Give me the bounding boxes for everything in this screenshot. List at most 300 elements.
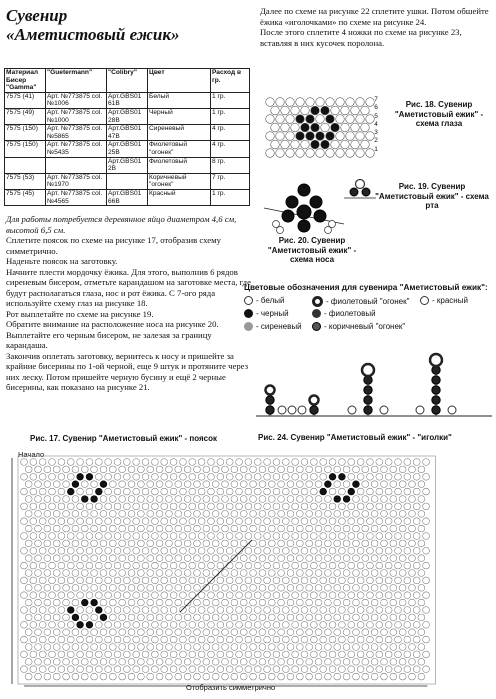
lilac-bead [39,503,46,510]
lilac-bead [184,614,191,621]
lilac-bead [409,629,416,636]
lilac-bead [404,621,411,628]
lilac-bead [423,577,430,584]
black-bead [72,481,79,488]
lilac-bead [381,570,388,577]
lilac-bead [301,607,308,614]
lilac-bead [287,614,294,621]
lilac-bead [320,547,327,554]
lilac-bead [194,673,201,680]
lilac-bead [44,673,51,680]
lilac-bead [58,488,65,495]
lilac-bead [399,525,406,532]
lilac-bead [264,607,271,614]
lilac-bead [353,584,360,591]
eye-row-number: 7 [374,96,378,103]
lilac-bead [189,666,196,673]
lilac-bead [25,496,32,503]
lilac-bead [385,533,392,540]
lilac-bead [184,570,191,577]
lilac-bead [184,673,191,680]
lilac-bead [287,496,294,503]
black-bead [91,599,98,606]
lilac-bead [371,510,378,517]
lilac-bead [184,481,191,488]
title-line-2: «Аметистовый ежик» [6,25,180,44]
lilac-bead [367,547,374,554]
lilac-bead [203,481,210,488]
lilac-bead [292,518,299,525]
lilac-bead [231,673,238,680]
lilac-bead [81,481,88,488]
lilac-bead [409,481,416,488]
lilac-bead [161,503,168,510]
lilac-bead [100,540,107,547]
lilac-bead [35,584,42,591]
lilac-bead [58,547,65,554]
lilac-bead [77,577,84,584]
lilac-bead [240,496,247,503]
lilac-bead [212,658,219,665]
lilac-bead [142,547,149,554]
lilac-bead [67,562,74,569]
lilac-bead [175,658,182,665]
lilac-bead [25,570,32,577]
lilac-bead [91,673,98,680]
lilac-bead [114,547,121,554]
lilac-bead [100,496,107,503]
lilac-bead [114,503,121,510]
lilac-bead [222,570,229,577]
lilac-bead [353,570,360,577]
paragraph: После этого сплетите 4 ножки по схеме на рисунке 23, вставляя в них кусочек поролона. [260,27,462,48]
lilac-bead [39,562,46,569]
lilac-bead [217,621,224,628]
lilac-bead [367,488,374,495]
lilac-bead [44,555,51,562]
lilac-bead [109,540,116,547]
lilac-bead [329,636,336,643]
lilac-bead [194,570,201,577]
lilac-bead [282,459,289,466]
lilac-bead [166,599,173,606]
lilac-bead [166,614,173,621]
lilac-bead [399,466,406,473]
lilac-bead [334,644,341,651]
lilac-bead [203,466,210,473]
lilac-bead [86,636,93,643]
lilac-bead [184,555,191,562]
lilac-bead [240,629,247,636]
lilac-bead [170,607,177,614]
lilac-bead [109,673,116,680]
lilac-bead [324,540,331,547]
lilac-bead [390,540,397,547]
lilac-bead [399,570,406,577]
lilac-bead [310,577,317,584]
table-cell: Сиреневый [148,125,211,141]
lilac-bead [343,629,350,636]
lilac-bead [63,673,70,680]
lilac-bead [306,496,313,503]
lilac-bead [123,607,130,614]
lilac-bead [399,481,406,488]
lilac-bead [128,644,135,651]
lilac-bead [273,503,280,510]
lilac-bead [268,540,275,547]
lilac-bead [67,621,74,628]
lilac-bead [301,651,308,658]
lilac-bead [39,473,46,480]
lilac-bead [362,525,369,532]
lilac-bead [21,577,28,584]
lilac-bead [128,466,135,473]
lilac-bead [170,562,177,569]
lilac-bead [217,562,224,569]
lilac-bead [268,673,275,680]
lilac-bead [357,621,364,628]
lilac-bead [418,466,425,473]
lilac-bead [240,570,247,577]
lilac-bead [236,488,243,495]
lilac-bead [268,496,275,503]
lilac-bead [418,658,425,665]
lilac-bead [343,658,350,665]
lilac-bead [81,673,88,680]
lilac-bead [156,496,163,503]
lilac-bead [189,607,196,614]
lilac-bead [236,459,243,466]
lilac-bead [35,555,42,562]
lilac-bead [334,466,341,473]
black-bead [100,481,107,488]
lilac-bead [208,592,215,599]
lilac-bead [222,540,229,547]
lilac-bead [81,658,88,665]
table-cell: Арт.GBS01 28B [107,108,148,124]
lilac-bead [222,496,229,503]
lilac-bead [254,666,261,673]
lilac-bead [343,644,350,651]
lilac-bead [175,644,182,651]
lilac-bead [119,466,126,473]
lilac-bead [320,562,327,569]
lilac-bead [264,503,271,510]
legend-item: - красный [420,296,468,305]
lilac-bead [222,658,229,665]
lilac-bead [58,577,65,584]
lilac-bead [100,673,107,680]
lilac-bead [30,459,37,466]
lilac-bead [343,510,350,517]
lilac-bead [189,503,196,510]
lilac-bead [25,525,32,532]
lilac-bead [376,666,383,673]
lilac-bead [273,533,280,540]
lilac-bead [320,607,327,614]
lilac-bead [49,651,56,658]
lilac-bead [245,651,252,658]
table-cell: Коричневый "огонек" [148,173,211,189]
lilac-bead [81,525,88,532]
lilac-bead [418,481,425,488]
lilac-bead [231,629,238,636]
lilac-bead [30,488,37,495]
lilac-bead [334,614,341,621]
lilac-bead [371,555,378,562]
lilac-bead [268,570,275,577]
lilac-bead [133,547,140,554]
lilac-bead [334,570,341,577]
lilac-bead [296,555,303,562]
lilac-bead [423,607,430,614]
lilac-bead [156,658,163,665]
lilac-bead [226,607,233,614]
lilac-bead [324,673,331,680]
lilac-bead [39,488,46,495]
lilac-bead [381,644,388,651]
lilac-bead [109,614,116,621]
lilac-bead [413,577,420,584]
lilac-bead [254,592,261,599]
lilac-bead [399,584,406,591]
lilac-bead [175,673,182,680]
lilac-bead [292,473,299,480]
lilac-bead [367,651,374,658]
lilac-bead [385,562,392,569]
lilac-bead [362,496,369,503]
lilac-bead [142,503,149,510]
lilac-bead [72,510,79,517]
lilac-bead [217,547,224,554]
lilac-bead [292,533,299,540]
lilac-bead [217,592,224,599]
lilac-bead [385,459,392,466]
lilac-bead [152,651,159,658]
lilac-bead [194,629,201,636]
lilac-bead [175,540,182,547]
lilac-bead [418,614,425,621]
lilac-bead [385,592,392,599]
table-cell: 7575 (45) [5,189,46,205]
lilac-bead [156,673,163,680]
lilac-bead [381,466,388,473]
lilac-bead [39,577,46,584]
lilac-bead [49,562,56,569]
table-cell: 7575 (150) [5,125,46,141]
lilac-bead [156,629,163,636]
lilac-bead [324,658,331,665]
lilac-bead [362,540,369,547]
lilac-bead [334,599,341,606]
lilac-bead [306,599,313,606]
black-bead [95,607,102,614]
lilac-bead [240,466,247,473]
eye-row-number: 2 [374,137,378,145]
lilac-bead [212,496,219,503]
legend-item: - белый [244,296,284,305]
lilac-bead [137,570,144,577]
legend-item: - сиреневый [244,322,302,331]
lilac-bead [137,555,144,562]
lilac-bead [367,592,374,599]
lilac-bead [77,562,84,569]
lilac-bead [180,651,187,658]
lilac-bead [259,644,266,651]
lilac-bead [25,584,32,591]
lilac-bead [147,466,154,473]
lilac-bead [362,644,369,651]
caption-fig17: Рис. 17. Сувенир "Аметистовый ежик" - поясок [30,434,218,443]
lilac-bead [259,496,266,503]
lilac-bead [189,533,196,540]
lilac-bead [100,466,107,473]
lilac-bead [254,503,261,510]
lilac-bead [334,525,341,532]
lilac-bead [357,592,364,599]
lilac-bead [152,488,159,495]
lilac-bead [39,459,46,466]
lilac-bead [240,658,247,665]
lilac-bead [203,496,210,503]
lilac-bead [170,651,177,658]
lilac-bead [133,533,140,540]
lilac-bead [301,533,308,540]
lilac-bead [119,673,126,680]
lilac-bead [105,651,112,658]
lilac-bead [348,577,355,584]
lilac-bead [353,540,360,547]
lilac-bead [296,466,303,473]
lilac-bead [212,510,219,517]
lilac-bead [334,510,341,517]
lilac-bead [180,562,187,569]
lilac-bead [334,540,341,547]
lilac-bead [226,488,233,495]
lilac-bead [371,658,378,665]
lilac-bead [413,592,420,599]
lilac-bead [348,651,355,658]
lilac-bead [226,503,233,510]
lilac-bead [49,473,56,480]
lilac-bead [194,496,201,503]
lilac-bead [39,666,46,673]
header-amount: Расход в гр. [211,69,250,93]
lilac-bead [413,473,420,480]
lilac-bead [203,540,210,547]
lilac-bead [343,673,350,680]
lilac-bead [198,636,205,643]
lilac-bead [95,592,102,599]
lilac-bead [259,570,266,577]
lilac-bead [91,540,98,547]
lilac-bead [292,459,299,466]
lilac-bead [184,510,191,517]
lilac-bead [203,644,210,651]
table-cell: Арт.GBS01 61B [107,92,148,108]
lilac-bead [137,673,144,680]
lilac-bead [409,555,416,562]
lilac-bead [348,621,355,628]
lilac-bead [353,555,360,562]
lilac-bead [301,621,308,628]
lilac-bead [250,570,257,577]
lilac-bead [296,599,303,606]
lilac-bead [21,636,28,643]
lilac-bead [123,621,130,628]
lilac-bead [236,666,243,673]
lilac-bead [166,466,173,473]
table-cell: 7 гр. [211,173,250,189]
lilac-bead [404,547,411,554]
lilac-bead [189,621,196,628]
lilac-bead [381,629,388,636]
lilac-bead [170,503,177,510]
lilac-bead [35,629,42,636]
lilac-bead [170,621,177,628]
lilac-bead [161,473,168,480]
lilac-bead [254,459,261,466]
lilac-bead [53,614,60,621]
lilac-bead [152,577,159,584]
lilac-bead [245,533,252,540]
lilac-bead [166,570,173,577]
lilac-bead [310,562,317,569]
lilac-bead [395,577,402,584]
lilac-bead [203,599,210,606]
lilac-bead [334,555,341,562]
lilac-bead [301,592,308,599]
lilac-bead [240,599,247,606]
lilac-bead [376,547,383,554]
lilac-bead [385,636,392,643]
lilac-bead [152,621,159,628]
lilac-bead [119,644,126,651]
lilac-bead [310,503,317,510]
lilac-bead [264,562,271,569]
lilac-bead [329,607,336,614]
lilac-bead [268,555,275,562]
lilac-bead [198,562,205,569]
lilac-bead [353,525,360,532]
lilac-bead [208,459,215,466]
lilac-bead [147,584,154,591]
lilac-bead [348,503,355,510]
lilac-bead [324,584,331,591]
lilac-bead [217,651,224,658]
lilac-bead [203,555,210,562]
table-cell: 7575 (41) [5,92,46,108]
lilac-bead [133,621,140,628]
lilac-bead [315,644,322,651]
lilac-bead [137,644,144,651]
lilac-bead [91,555,98,562]
start-label: Начало [18,450,45,459]
lilac-bead [77,666,84,673]
lilac-bead [91,584,98,591]
lilac-bead [222,555,229,562]
lilac-bead [81,629,88,636]
lilac-bead [381,584,388,591]
black-bead [334,496,341,503]
lilac-bead [353,673,360,680]
lilac-bead [25,629,32,636]
lilac-bead [376,651,383,658]
lilac-bead [418,570,425,577]
lilac-bead [21,651,28,658]
lilac-bead [385,488,392,495]
lilac-bead [35,496,42,503]
